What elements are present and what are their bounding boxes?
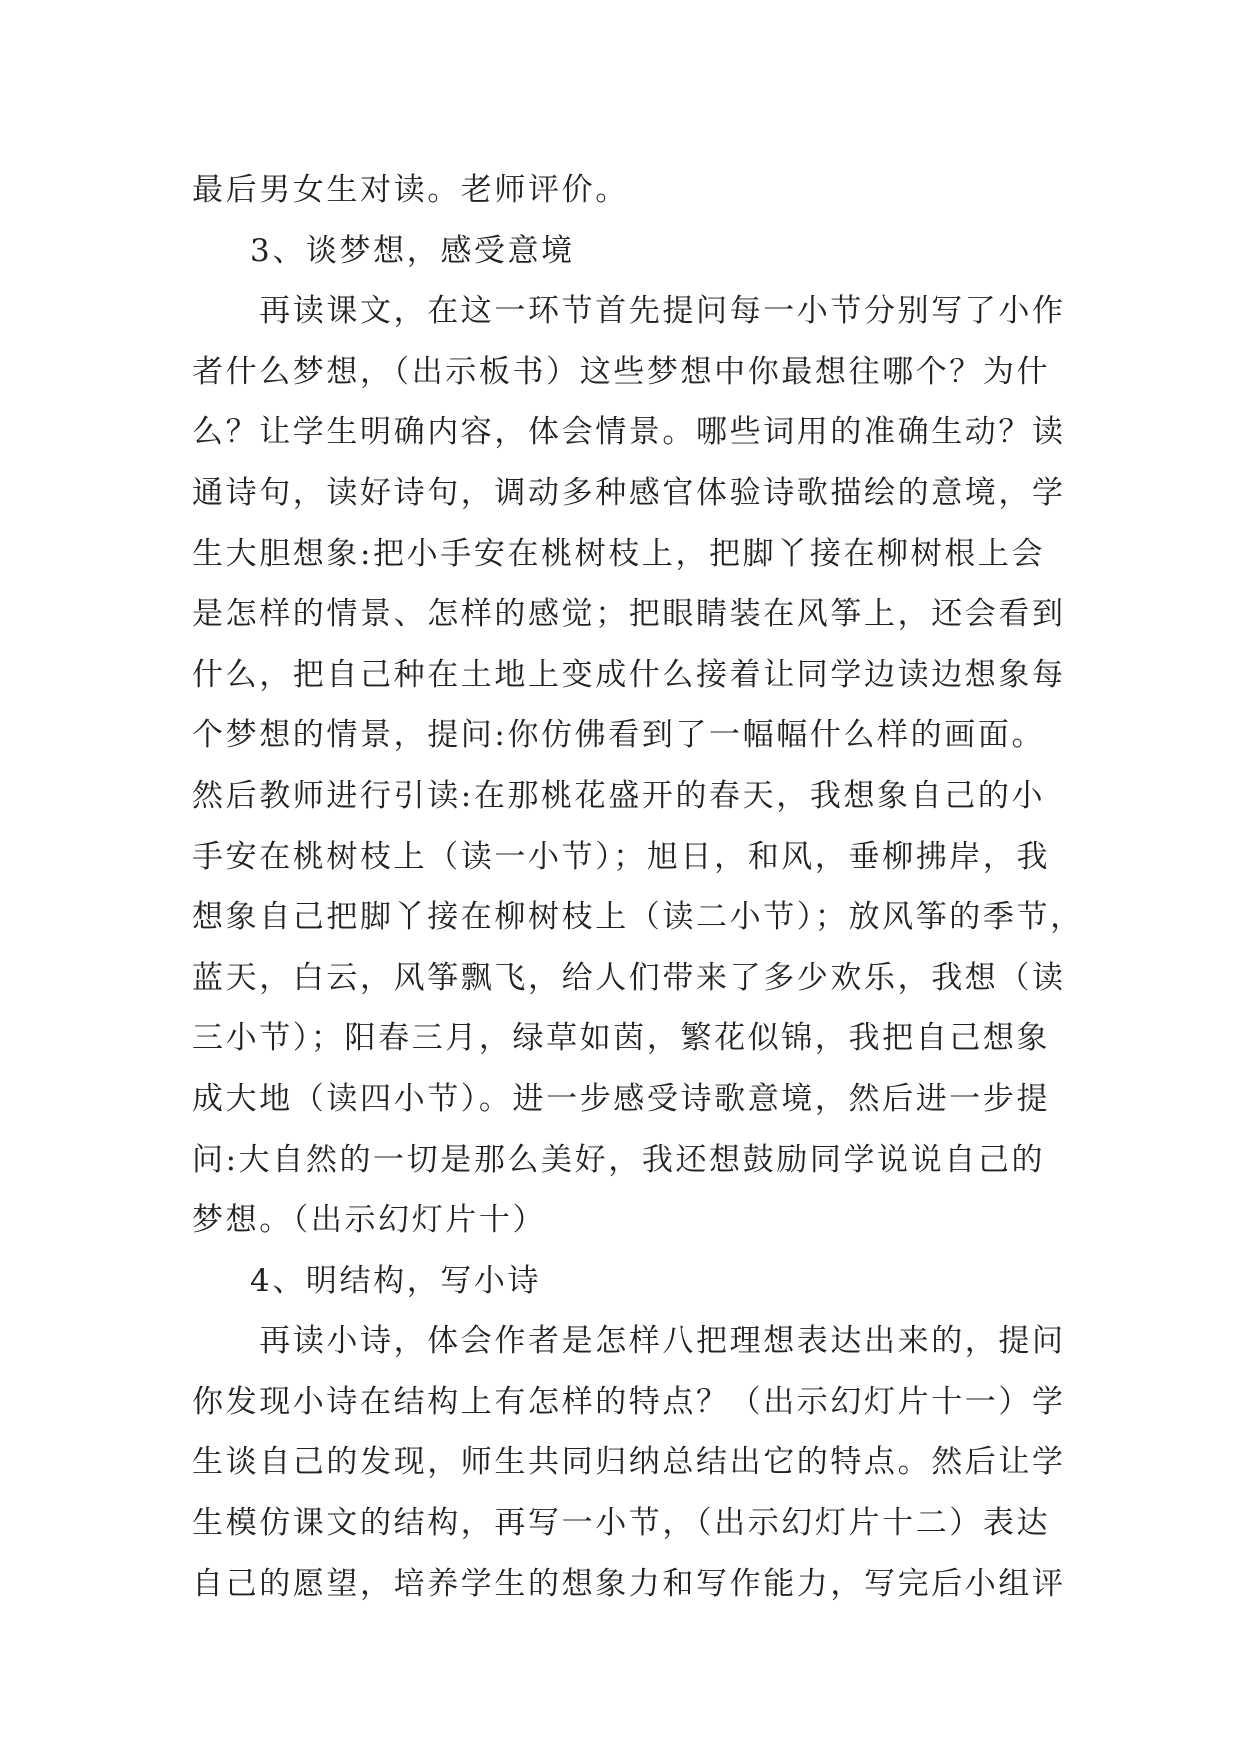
body-text bbox=[192, 160, 1084, 1614]
paragraph-line: 个梦想的情景，提问:你仿佛看到了一幅幅什么样的画面。 bbox=[192, 717, 1046, 754]
paragraph-line: 想象自己把脚丫接在柳树枝上（读二小节）；放风筝的季节， bbox=[192, 899, 1084, 936]
paragraph-line: 生模仿课文的结构，再写一小节，（出示幻灯片十二）表达 bbox=[192, 1505, 1051, 1542]
text-line: 最后男女生对读。老师评价。 bbox=[192, 172, 629, 208]
paragraph-line: 么？让学生明确内容，体会情景。哪些词用的准确生动？读 bbox=[192, 414, 1066, 451]
paragraph-line: 然后教师进行引读:在那桃花盛开的春天，我想象自己的小 bbox=[192, 777, 1046, 814]
paragraph-line: 再读小诗，体会作者是怎样八把理想表达出来的，提问 bbox=[192, 1323, 1066, 1360]
paragraph-line: 是怎样的情景、怎样的感觉；把眼睛装在风筝上，还会看到 bbox=[192, 596, 1066, 633]
paragraph-line: 梦想。（出示幻灯片十） bbox=[192, 1202, 547, 1239]
paragraph-line: 蓝天，白云，风筝飘飞，给人们带来了多少欢乐，我想（读 bbox=[192, 959, 1066, 996]
paragraph-line: 问:大自然的一切是那么美好，我还想鼓励同学说说自己的 bbox=[192, 1141, 1046, 1178]
paragraph-line: 生大胆想象:把小手安在桃树枝上，把脚丫接在柳树根上会 bbox=[192, 535, 1046, 572]
paragraph-line: 手安在桃树枝上（读一小节）；旭日，和风，垂柳拂岸，我 bbox=[192, 838, 1051, 875]
paragraph-line: 成大地（读四小节）。进一步感受诗歌意境，然后进一步提 bbox=[192, 1080, 1051, 1117]
paragraph-line: 者什么梦想，（出示板书）这些梦想中你最想往哪个？为什 bbox=[192, 353, 1051, 390]
paragraph-line: 再读课文，在这一环节首先提问每一小节分别写了小作 bbox=[192, 293, 1066, 330]
section-heading-4: 4、明结构，写小诗 bbox=[250, 1262, 542, 1299]
section-heading-3: 3、谈梦想，感受意境 bbox=[250, 232, 575, 269]
paragraph-line: 生谈自己的发现，师生共同归纳总结出它的特点。然后让学 bbox=[192, 1444, 1066, 1481]
paragraph-line: 你发现小诗在结构上有怎样的特点？（出示幻灯片十一）学 bbox=[192, 1383, 1066, 1420]
paragraph-line: 自己的愿望，培养学生的想象力和写作能力，写完后小组评 bbox=[192, 1565, 1066, 1602]
paragraph-line: 什么，把自己种在土地上变成什么接着让同学边读边想象每 bbox=[192, 656, 1066, 693]
paragraph-line: 三小节）；阳春三月，绿草如茵，繁花似锦，我把自己想象 bbox=[192, 1020, 1051, 1057]
paragraph-line: 通诗句，读好诗句，调动多种感官体验诗歌描绘的意境，学 bbox=[192, 474, 1066, 511]
